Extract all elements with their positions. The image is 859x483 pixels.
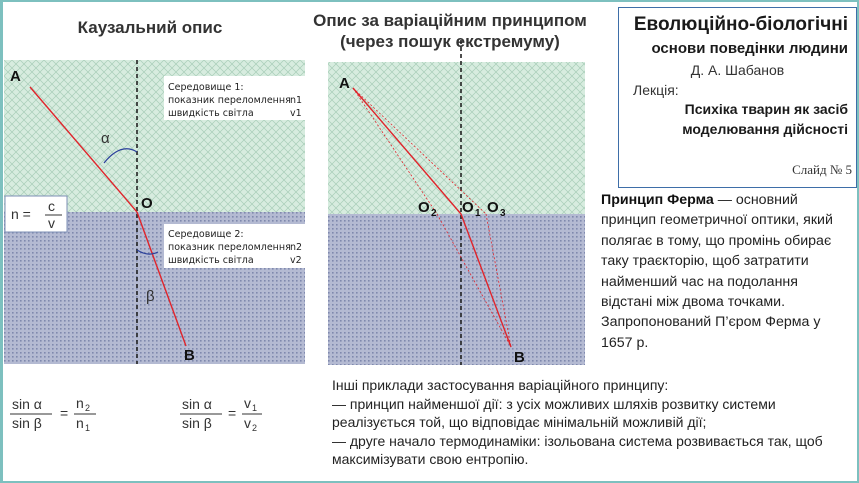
lecture-topic-line1: Психіка тварин як засіб [684,101,848,117]
medium1-row1-label: показник переломлення [168,95,291,106]
formula1-n2-sub: 2 [85,403,91,413]
medium2-row1-value: n2 [290,242,303,253]
formula1-sin-alpha: sin α [12,396,42,412]
formula2-v2-sub: 2 [252,423,258,433]
formula2-v1: v [244,395,251,411]
point-o2-label: O [418,199,430,216]
lecture-topic-line2: моделювання дійсності [682,121,848,137]
angle-alpha-label: α [101,130,110,147]
formula1-sin-beta: sin β [12,415,42,431]
formula1-n2: n [76,395,84,411]
slide-number: Слайд № 5 [792,162,852,177]
formula2-v2: v [244,415,251,431]
medium2-box [164,224,305,268]
course-title-line2: основи поведінки людини [651,40,848,57]
author-name: Д. А. Шабанов [690,62,785,78]
right-lower-medium [328,214,585,365]
medium2-row2-value: v2 [290,255,302,266]
fermat-definition: — основний принцип геометричної оптики, який полягає в тому, що промінь обирає таку траєкторію, щоб затратити найменший час на подолання відстані між двома точками. Запропонований П’єром Ферма у 1657 р. [601,192,833,351]
right-diagram [328,40,585,366]
point-o1-subscript: 1 [475,208,481,219]
angle-beta-label: β [146,288,155,305]
right-upper-medium [328,62,585,214]
variational-heading: Опис за варіаційним принципом [313,11,587,30]
variational-subheading: (через пошук екстремуму) [340,32,560,51]
formula1-n1: n [76,415,84,431]
other-examples-item1: — принцип найменшої дії: з усіх можливих шляхів розвитку системи реалізується той, що відповідає мінімальній можливій дії; [332,395,776,430]
left-point-o: O [141,195,153,212]
left-point-b: B [184,347,195,364]
point-o3-subscript: 3 [500,208,506,219]
left-point-a: A [10,68,21,85]
other-examples-intro: Інші приклади застосування варіаційного принципу: [332,377,669,393]
medium2-row1-label: показник переломлення [168,242,291,253]
lecture-info-box [618,7,857,188]
point-o2-subscript: 2 [431,208,437,219]
medium1-row2-label: швидкість світла [168,108,254,119]
formula2-sin-alpha: sin α [182,396,212,412]
medium1-title: Середовище 1: [168,82,244,93]
lecture-label: Лекція: [633,82,679,98]
other-examples-item2: — друге начало термодинаміки: ізольована система розвивається так, щоб максимізувати свою ентропію. [332,432,823,467]
medium2-row2-label: швидкість світла [168,255,254,266]
medium1-box [164,76,305,120]
right-point-b: B [514,349,525,366]
index-formula-denominator: v [48,215,55,231]
snell-formula-velocity [180,395,262,433]
course-title-line1: Еволюційно-біологічні [633,14,848,35]
formula2-sin-beta: sin β [182,415,212,431]
point-o1-label: O [462,199,474,216]
left-diagram [4,60,305,364]
formula1-equals: = [60,405,69,421]
index-formula-lhs: n = [11,206,31,222]
causal-heading: Каузальний опис [77,18,223,37]
snell-formula-index [10,395,96,433]
other-examples [332,376,852,469]
index-formula-box [5,196,67,232]
medium1-row1-value: n1 [290,95,303,106]
formula2-v1-sub: 1 [252,403,258,413]
formula2-equals: = [228,405,237,421]
point-o3-label: O [487,199,499,216]
fermat-principle-text [601,190,853,353]
medium1-row2-value: v1 [290,108,302,119]
medium2-title: Середовище 2: [168,229,244,240]
formula1-n1-sub: 1 [85,423,91,433]
index-formula-numerator: c [48,198,55,214]
right-point-a: A [339,75,350,92]
fermat-term: Принцип Ферма [601,192,714,208]
